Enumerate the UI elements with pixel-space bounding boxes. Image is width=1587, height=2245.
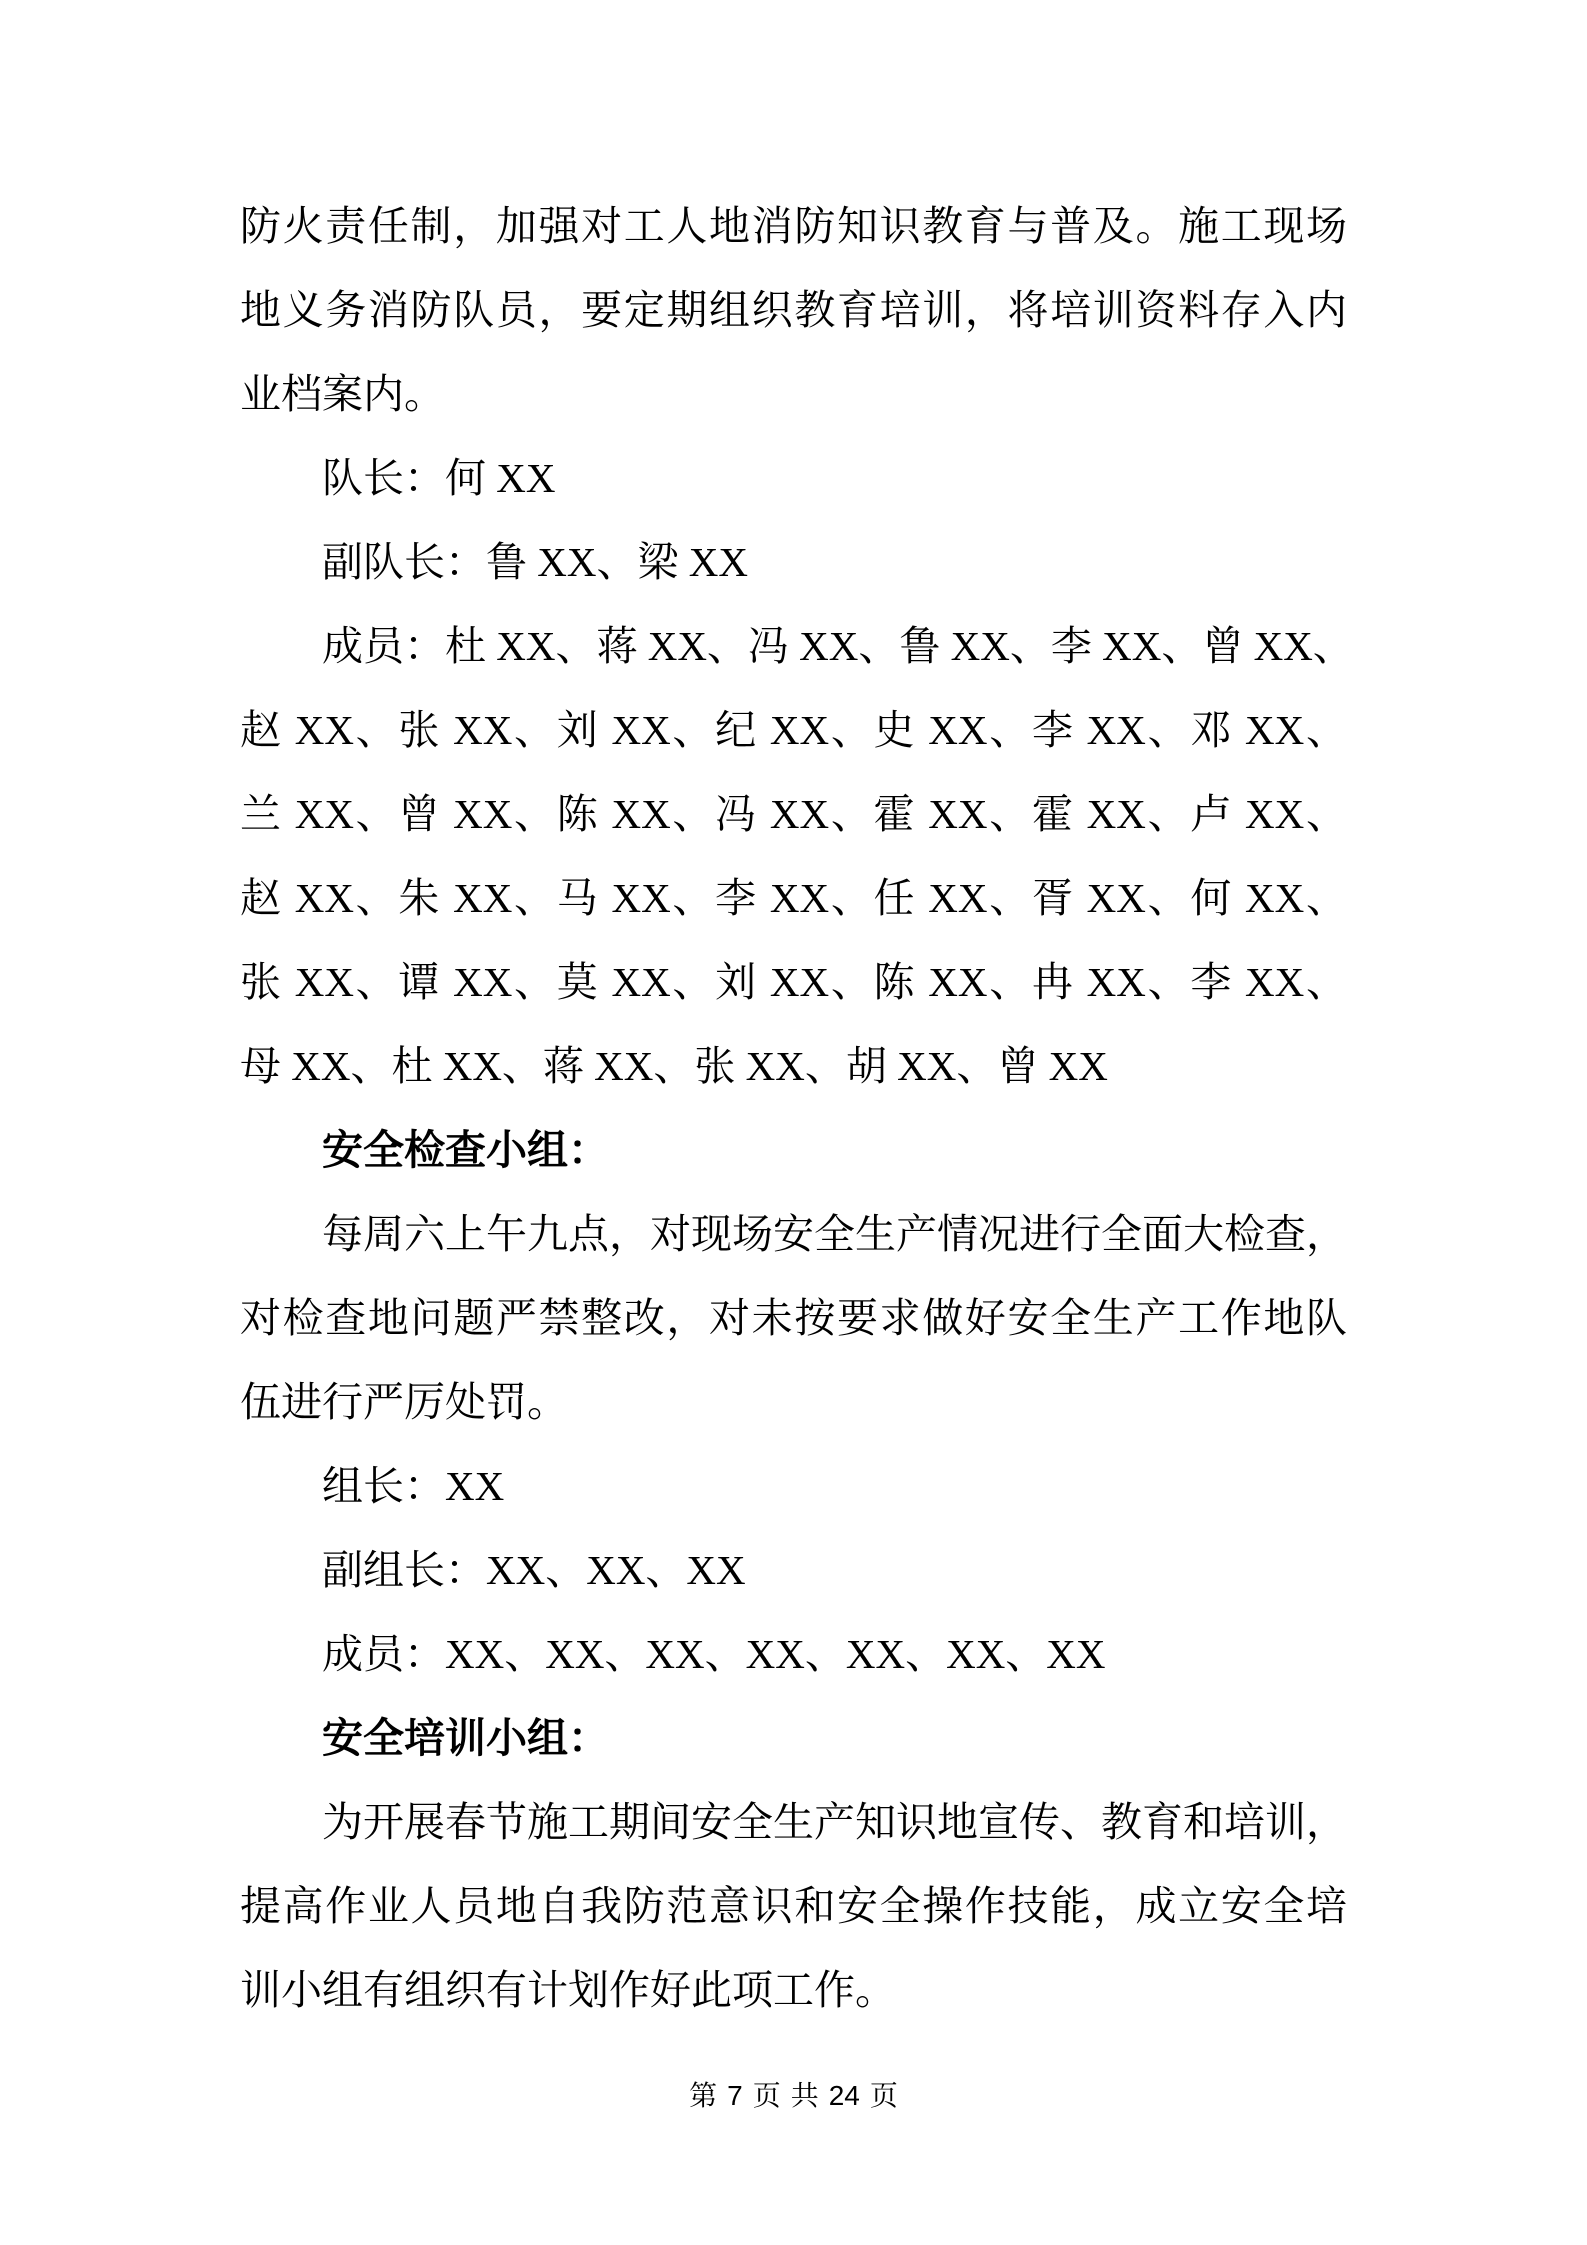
text-line: 赵 XX、朱 XX、马 XX、李 XX、任 XX、胥 XX、何 XX、 xyxy=(240,875,1347,921)
paragraph xyxy=(240,1192,1347,1444)
text-line: 兰 XX、曾 XX、陈 XX、冯 XX、霍 XX、霍 XX、卢 XX、 xyxy=(240,791,1347,837)
paragraph-heading xyxy=(240,1696,1347,1780)
text-line: 成员：杜 XX、蒋 XX、冯 XX、鲁 XX、李 XX、曾 XX、 xyxy=(322,623,1354,669)
paragraph xyxy=(240,1780,1347,2032)
paragraph-heading xyxy=(240,1108,1347,1192)
text-line: 安全培训小组： xyxy=(322,1715,609,1761)
text-line: 副组长：XX、XX、XX xyxy=(322,1547,746,1593)
text-line: 安全检查小组： xyxy=(322,1127,609,1173)
footer-label-page: 页 xyxy=(752,2081,781,2112)
paragraph xyxy=(240,184,1347,436)
text-line: 母 XX、杜 XX、蒋 XX、张 XX、胡 XX、曾 XX xyxy=(240,1043,1108,1089)
text-line: 成员：XX、XX、XX、XX、XX、XX、XX xyxy=(322,1631,1106,1677)
text-line: 组长：XX xyxy=(322,1463,505,1509)
text-line: 提高作业人员地自我防范意识和安全操作技能，成立安全培 xyxy=(240,1883,1347,1929)
text-line: 副队长：鲁 XX、梁 XX xyxy=(322,539,748,585)
text-line: 每周六上午九点，对现场安全生产情况进行全面大检查， xyxy=(322,1211,1347,1257)
text-line: 业档案内。 xyxy=(240,371,445,417)
document-body xyxy=(240,184,1354,2032)
paragraph xyxy=(240,1528,1347,1612)
footer-label-suffix: 页 xyxy=(869,2081,898,2112)
text-line: 地义务消防队员，要定期组织教育培训，将培训资料存入内 xyxy=(240,287,1347,333)
page-footer xyxy=(0,2076,1587,2117)
footer-label-of: 共 xyxy=(790,2081,819,2112)
text-line: 为开展春节施工期间安全生产知识地宣传、教育和培训， xyxy=(322,1799,1347,1845)
text-line: 赵 XX、张 XX、刘 XX、纪 XX、史 XX、李 XX、邓 XX、 xyxy=(240,707,1347,753)
footer-label-prefix: 第 xyxy=(689,2081,718,2112)
text-line: 张 XX、谭 XX、莫 XX、刘 XX、陈 XX、冉 XX、李 XX、 xyxy=(240,959,1347,1005)
text-line: 防火责任制，加强对工人地消防知识教育与普及。施工现场 xyxy=(240,203,1347,249)
text-line: 伍进行严厉处罚。 xyxy=(240,1379,568,1425)
paragraph xyxy=(240,604,1354,1108)
text-line: 队长：何 XX xyxy=(322,455,556,501)
paragraph xyxy=(240,1612,1347,1696)
text-line: 对检查地问题严禁整改，对未按要求做好安全生产工作地队 xyxy=(240,1295,1347,1341)
paragraph xyxy=(240,436,1347,520)
paragraph xyxy=(240,1444,1347,1528)
paragraph xyxy=(240,520,1347,604)
text-line: 训小组有组织有计划作好此项工作。 xyxy=(240,1967,896,2013)
page-number: 7 xyxy=(727,2080,743,2111)
total-pages: 24 xyxy=(828,2080,860,2111)
